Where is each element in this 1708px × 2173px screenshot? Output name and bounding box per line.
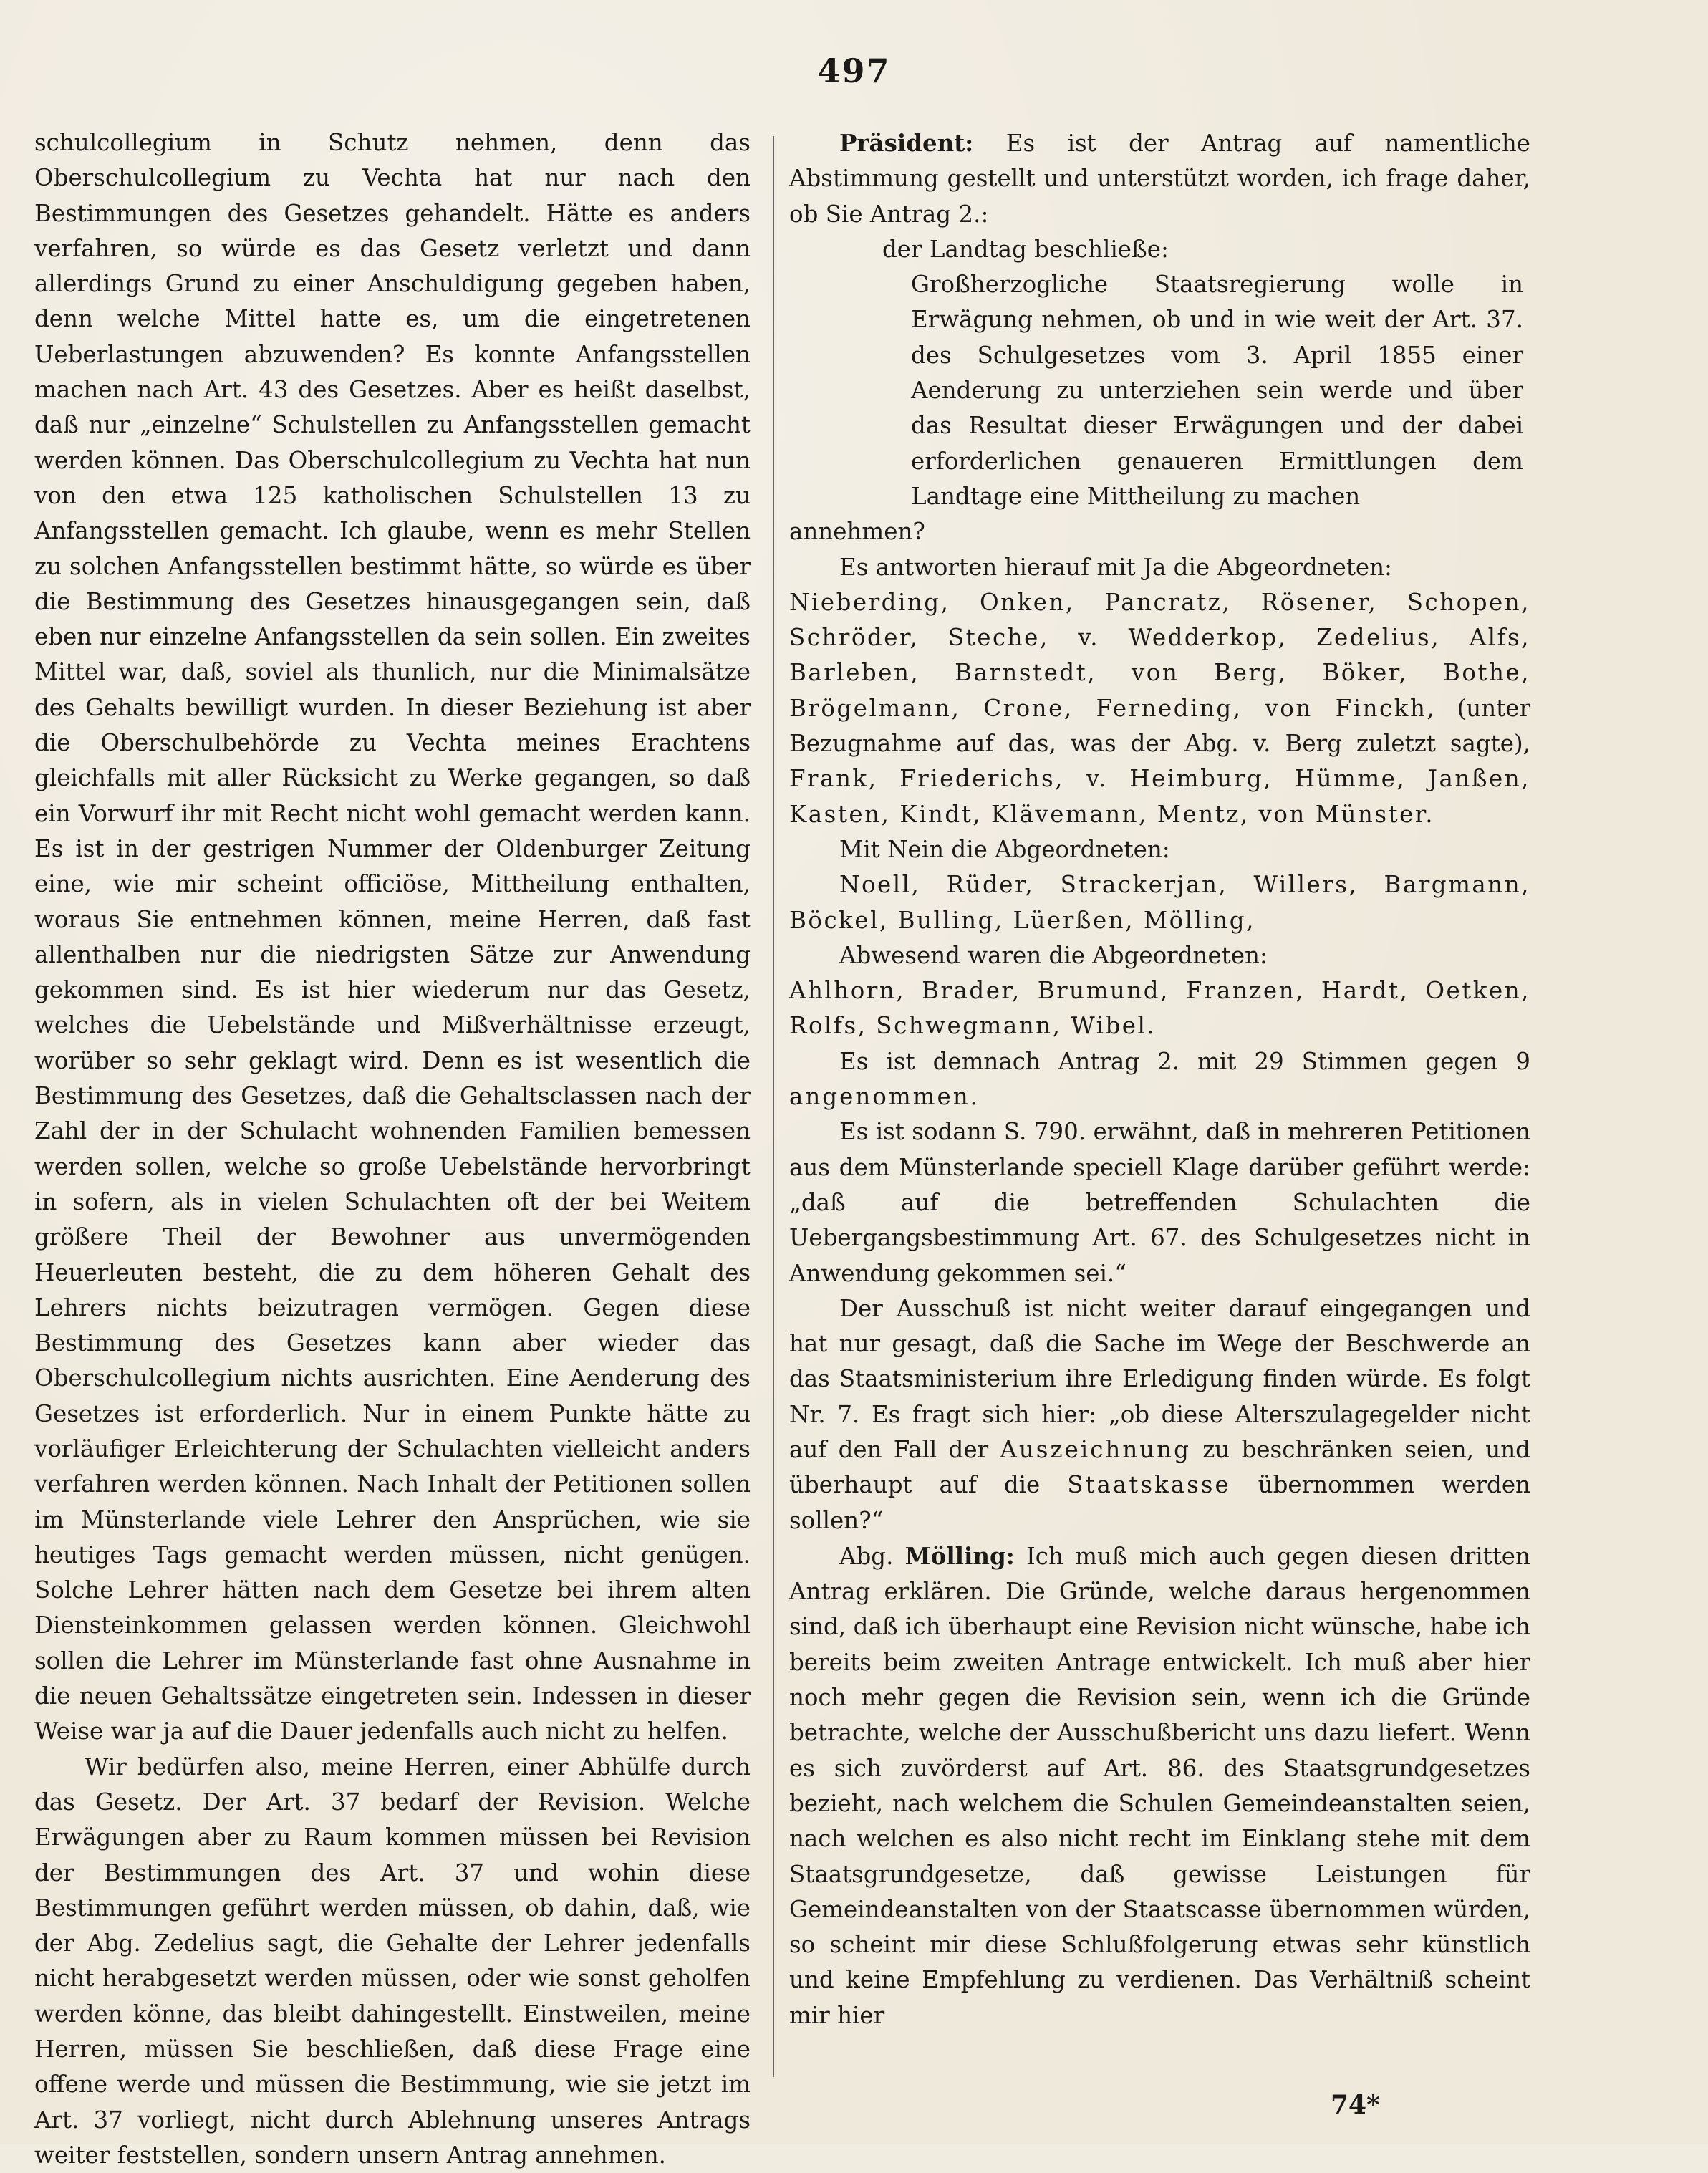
speaker-name: Mölling: xyxy=(904,1541,1015,1570)
motion-intro: der Landtag beschließe: xyxy=(882,235,1169,263)
ausschuss-spaced-1: Auszeichnung xyxy=(1000,1435,1191,1463)
yes-names-b: Frank, Friederichs, v. Heimburg, Hümme, Janßen, Kasten, Kindt, Klävemann, Mentz, von Münster. xyxy=(789,765,1530,828)
ausschuss-text-e: übernommen werden sollen?“ xyxy=(789,1471,1530,1534)
paragraph-790: Es ist sodann S. 790. erwähnt, daß in mehreren Petitionen aus dem Münsterlande speciell Klage darüber geführt werde: „daß auf die betreffenden Schulachten die Uebergangsbestimmung Art. 67. des Schulgesetzes nicht in Anwendung gekommen sei.“ xyxy=(789,1118,1530,1287)
motion-close: annehmen? xyxy=(789,518,925,546)
signature-mark: 74* xyxy=(1331,2090,1380,2120)
moelling-speech xyxy=(789,1538,1530,2033)
motion-block xyxy=(789,232,1530,514)
yes-note: (unter Bezugnahme auf das, was der Abg. v. Berg zuletzt sagte), xyxy=(789,694,1530,758)
yes-names-a: Nieberding, Onken, Pancratz, Rösener, Schopen, Schröder, Steche, v. Wedderkop, Zedelius, Alfs, Barleben, Barnstedt, von Berg, Böker, Bothe, Brögelmann, Crone, Ferneding, von Finckh, xyxy=(789,588,1530,722)
paragraph-ausschuss xyxy=(789,1291,1530,1538)
president-paragraph xyxy=(789,125,1530,232)
left-paragraph-2: Wir bedürfen also, meine Herren, einer Abhülfe durch das Gesetz. Der Art. 37 bedarf der Revision. Welche Erwägungen aber zu Raum kommen müssen bei Revision der Bestimmungen des Art. 37 und wohin diese Bestimmungen geführt werden müssen, ob dahin, daß, wie der Abg. Zedelius sagt, die Gehalte der Lehrer jedenfalls nicht herabgesetzt werden müssen, oder wie sonst geholfen werden könne, das bleibt dahingestellt. Einstweilen, meine Herren, müssen Sie beschließen, daß diese Frage eine offene werde und müssen die Bestimmung, wie sie jetzt im Art. 37 vorliegt, nicht durch Ablehnung unseres Antrags weiter feststellen, sondern unsern Antrag annehmen. xyxy=(34,1753,751,2169)
column-divider xyxy=(773,136,774,2077)
yes-list xyxy=(789,585,1530,832)
ausschuss-text-a: Der Ausschuß ist nicht weiter darauf eingegangen und hat nur gesagt, daß die Sache im Wege der Beschwerde an das Staatsministerium ihre Erledigung finden würde. Es folgt Nr. 7. Es fragt sich hier: „ob diese Alterszulagegelder nicht auf den Fall der xyxy=(789,1294,1530,1463)
absent-names: Ahlhorn, Brader, Brumund, Franzen, Hardt, Oetken, Rolfs, Schwegmann, Wibel. xyxy=(789,977,1530,1040)
president-text: Es ist der Antrag auf namentliche Abstimmung gestellt und unterstützt worden, ich frage daher, ob Sie Antrag 2.: xyxy=(789,130,1530,228)
speaker-prefix: Abg. xyxy=(839,1542,894,1570)
ausschuss-text-c: zu beschränken seien, und überhaupt auf die xyxy=(789,1435,1530,1499)
yes-intro: Es antworten hierauf mit Ja die Abgeordneten: xyxy=(839,553,1393,581)
no-names: Noell, Rüder, Strackerjan, Willers, Bargmann, Böckel, Bulling, Lüerßen, Mölling, xyxy=(789,871,1530,934)
no-intro: Mit Nein die Abgeordneten: xyxy=(839,835,1170,863)
absent-intro: Abwesend waren die Abgeordneten: xyxy=(839,941,1268,969)
right-column xyxy=(789,125,1530,2033)
ausschuss-spaced-2: Staatskasse xyxy=(1067,1471,1231,1499)
left-paragraph-1: schulcollegium in Schutz nehmen, denn das Oberschulcollegium zu Vechta hat nur nach den Bestimmungen des Gesetzes gehandelt. Hätte es anders verfahren, so würde es das Gesetz verletzt und dann allerdings Grund zu einer Anschuldigung gegeben haben, denn welche Mittel hatte es, um die eingetretenen Ueberlastungen abzuwenden? Es konnte Anfangsstellen machen nach Art. 43 des Gesetzes. Aber es heißt daselbst, daß nur „einzelne“ Schulstellen zu Anfangsstellen gemacht werden können. Das Oberschulcollegium zu Vechta hat nun von den etwa 125 katholischen Schulstellen 13 zu Anfangsstellen gemacht. Ich glaube, wenn es mehr Stellen zu solchen Anfangsstellen bestimmt hätte, so würde es über die Bestimmung des Gesetzes hinausgegangen sein, daß eben nur einzelne Anfangsstellen da sein sollen. Ein zweites Mittel war, daß, soviel als thunlich, nur die Minimalsätze des Gehalts bewilligt wurden. In dieser Beziehung ist aber die Oberschulbehörde zu Vechta meines Erachtens gleichfalls mit aller Rücksicht zu Werke gegangen, so daß ein Vorwurf ihr mit Recht nicht wohl gemacht werden kann. Es ist in der gestrigen Nummer der Oldenburger Zeitung eine, wie mir scheint officiöse, Mittheilung enthalten, woraus Sie entnehmen können, meine Herren, daß fast allenthalben nur die niedrigsten Sätze zur Anwendung gekommen sind. Es ist hier wiederum nur das Gesetz, welches die Uebelstände und Mißverhältnisse erzeugt, worüber so sehr geklagt wird. Denn es ist wesentlich die Bestimmung des Gesetzes, daß die Gehaltsclassen nach der Zahl der in der Schulacht wohnenden Familien bemessen werden sollen, welche so große Uebelstände hervorbringt in sofern, als in vielen Schulachten oft der bei Weitem größere Theil der Bewohner aus unvermögenden Heuerleuten besteht, die zu dem höheren Gehalt des Lehrers nichts beizutragen vermögen. Gegen diese Bestimmung des Gesetzes kann aber wieder das Oberschulcollegium nichts ausrichten. Eine Aenderung des Gesetzes ist erforderlich. Nur in einem Punkte hätte zu vorläufiger Erleichterung der Schulachten vielleicht anders verfahren werden können. Nach Inhalt der Petitionen sollen im Münsterlande viele Lehrer den Ansprüchen, wie sie heutiges Tags gemacht werden müssen, nicht genügen. Solche Lehrer hätten nach dem Gesetze bei ihrem alten Diensteinkommen gelassen werden können. Gleichwohl sollen die Lehrer im Münsterlande fast ohne Ausnahme in die neuen Gehaltssätze eingetreten sein. Indessen in dieser Weise war ja auf die Dauer jedenfalls auch nicht zu helfen. xyxy=(34,129,751,1745)
president-label: Präsident: xyxy=(839,129,974,157)
vote-result xyxy=(789,1044,1530,1115)
vote-result-a: Es ist demnach Antrag 2. mit 29 Stimmen gegen 9 xyxy=(839,1047,1530,1075)
vote-result-b: angenommen. xyxy=(789,1083,980,1111)
speaker-text: Ich muß mich auch gegen diesen dritten Antrag erklären. Die Gründe, welche daraus hergenommen sind, daß ich überhaupt eine Revision nicht wünsche, habe ich bereits beim zweiten Antrage entwickelt. Ich muß aber hier noch mehr gegen die Revision sein, wenn ich die Gründe betrachte, welche der Ausschußbericht uns dazu liefert. Wenn es sich zuvörderst auf Art. 86. des Staatsgrundgesetzes bezieht, nach welchem die Schulen Gemeindeanstalten seien, nach welchen es also nicht recht im Einklang stehe mit dem Staatsgrundgesetze, daß gewisse Leistungen für Gemeindeanstalten von der Staatscasse übernommen würden, so scheint mir diese Schlußfolgerung etwas sehr künstlich und keine Empfehlung zu verdienen. Das Verhältniß scheint mir hier xyxy=(789,1542,1530,2029)
motion-body: Großherzogliche Staatsregierung wolle in Erwägung nehmen, ob und in wie weit der Art. 37. des Schulgesetzes vom 3. April 1855 einer Aenderung zu unterziehen sein werde und über das Resultat dieser Erwägungen und der dabei erforderlichen genaueren Ermittlungen dem Landtage eine Mittheilung zu machen xyxy=(911,271,1523,510)
left-column xyxy=(34,125,751,2173)
page-number: 497 xyxy=(817,52,891,90)
